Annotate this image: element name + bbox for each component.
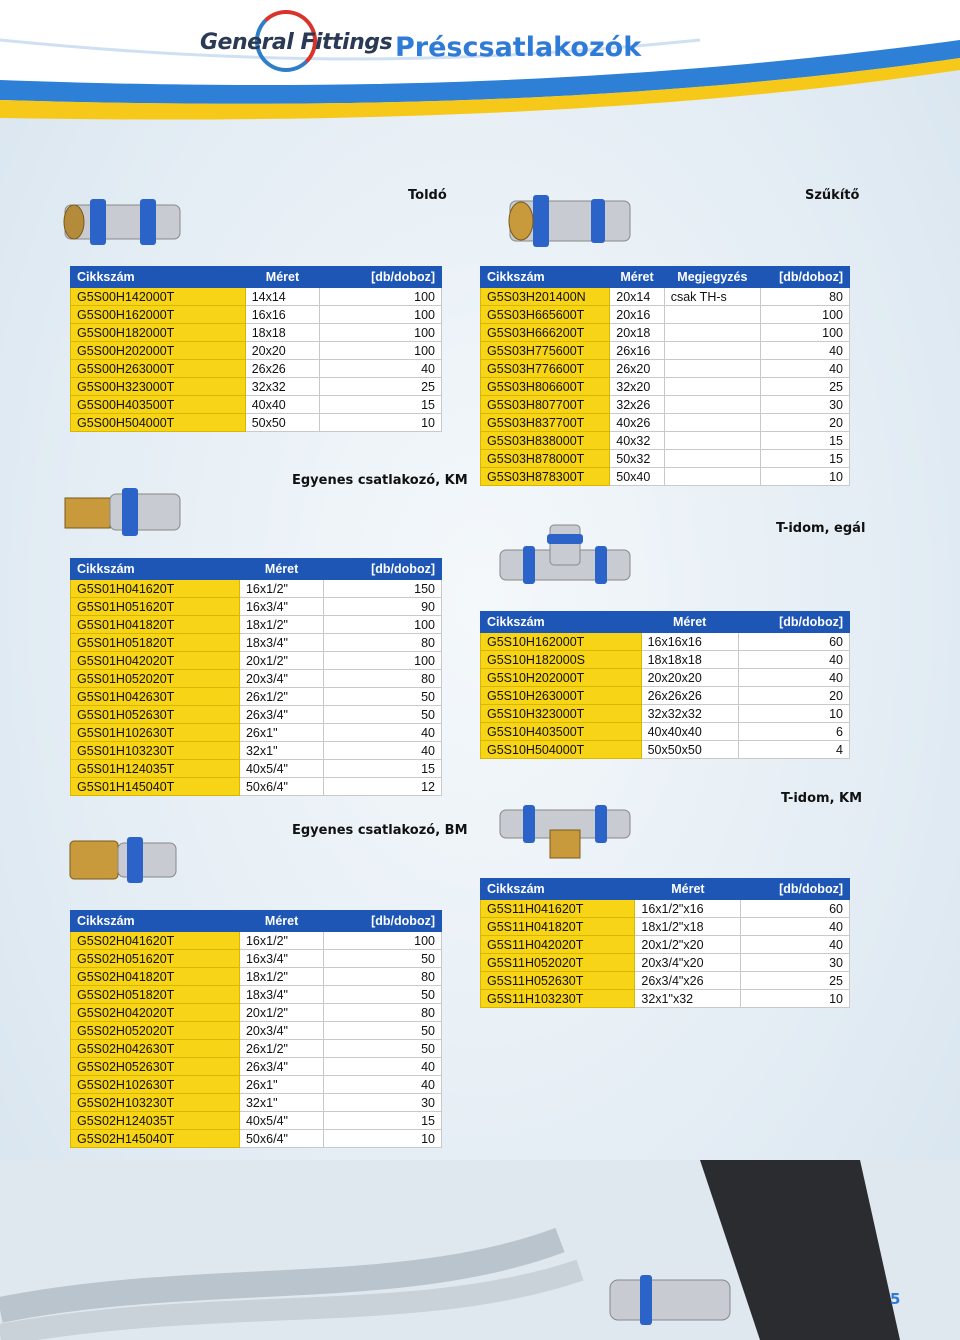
label-t-egal: T-idom, egál xyxy=(776,521,866,536)
size: 32x26 xyxy=(610,396,664,414)
item-code: G5S10H162000T xyxy=(481,633,642,651)
item-code: G5S01H103230T xyxy=(71,742,240,760)
item-code: G5S02H052630T xyxy=(71,1058,240,1076)
table-row xyxy=(481,900,850,918)
table-row xyxy=(71,324,442,342)
table-header-row xyxy=(481,879,850,900)
item-code: G5S01H052020T xyxy=(71,670,240,688)
item-code: G5S10H182000S xyxy=(481,651,642,669)
column-header: Megjegyzés xyxy=(664,267,760,288)
size: 16x3/4" xyxy=(239,598,323,616)
size: 16x1/2" xyxy=(239,580,323,598)
item-code: G5S02H042630T xyxy=(71,1040,240,1058)
table-row xyxy=(481,432,850,450)
size: 40x40 xyxy=(245,396,320,414)
table-row xyxy=(71,1040,442,1058)
item-code: G5S00H403500T xyxy=(71,396,246,414)
qty-per-box: 80 xyxy=(324,670,442,688)
table-row xyxy=(71,670,442,688)
size: 26x1" xyxy=(239,724,323,742)
size: 50x50x50 xyxy=(641,741,738,759)
table-row xyxy=(71,360,442,378)
qty-per-box: 50 xyxy=(324,986,442,1004)
table-row xyxy=(71,652,442,670)
table-row xyxy=(71,378,442,396)
column-header: Cikkszám xyxy=(71,911,240,932)
size: 20x20 xyxy=(245,342,320,360)
qty-per-box: 6 xyxy=(738,723,849,741)
qty-per-box: 150 xyxy=(324,580,442,598)
table-row xyxy=(481,468,850,486)
qty-per-box: 40 xyxy=(761,342,850,360)
table-row xyxy=(71,724,442,742)
column-header: [db/doboz] xyxy=(741,879,850,900)
item-code: G5S02H124035T xyxy=(71,1112,240,1130)
item-code: G5S01H042630T xyxy=(71,688,240,706)
size: 26x1" xyxy=(239,1076,323,1094)
equal-tee-icon xyxy=(495,520,635,600)
item-code: G5S03H837700T xyxy=(481,414,610,432)
qty-per-box: 15 xyxy=(761,450,850,468)
table-row xyxy=(71,1130,442,1148)
size: 20x3/4" xyxy=(239,670,323,688)
qty-per-box: 30 xyxy=(761,396,850,414)
column-header: [db/doboz] xyxy=(320,267,442,288)
size: 20x3/4"x20 xyxy=(635,954,741,972)
table-header-row xyxy=(71,267,442,288)
qty-per-box: 15 xyxy=(320,396,442,414)
qty-per-box: 40 xyxy=(761,360,850,378)
table-row xyxy=(71,342,442,360)
size: 18x1/2" xyxy=(239,616,323,634)
table-row xyxy=(71,1004,442,1022)
table-row xyxy=(71,580,442,598)
item-code: G5S10H263000T xyxy=(481,687,642,705)
size: 20x18 xyxy=(610,324,664,342)
qty-per-box: 50 xyxy=(324,950,442,968)
item-code: G5S03H838000T xyxy=(481,432,610,450)
size: 20x14 xyxy=(610,288,664,306)
table-row xyxy=(71,1094,442,1112)
note xyxy=(664,360,760,378)
qty-per-box: 30 xyxy=(741,954,850,972)
size: 26x1/2" xyxy=(239,1040,323,1058)
note: csak TH-s xyxy=(664,288,760,306)
size: 32x32 xyxy=(245,378,320,396)
column-header: [db/doboz] xyxy=(761,267,850,288)
size: 40x32 xyxy=(610,432,664,450)
table-row xyxy=(71,1076,442,1094)
item-code: G5S03H878300T xyxy=(481,468,610,486)
table-row xyxy=(481,972,850,990)
note xyxy=(664,468,760,486)
item-code: G5S02H102630T xyxy=(71,1076,240,1094)
item-code: G5S11H041820T xyxy=(481,918,635,936)
qty-per-box: 60 xyxy=(741,900,850,918)
label-toldo: Toldó xyxy=(408,188,447,203)
qty-per-box: 100 xyxy=(324,652,442,670)
item-code: G5S01H102630T xyxy=(71,724,240,742)
item-code: G5S02H041620T xyxy=(71,932,240,950)
note xyxy=(664,342,760,360)
table-egyenes-km xyxy=(70,558,442,796)
note xyxy=(664,414,760,432)
qty-per-box: 100 xyxy=(324,932,442,950)
size: 18x18x18 xyxy=(641,651,738,669)
qty-per-box: 40 xyxy=(324,1076,442,1094)
item-code: G5S03H666200T xyxy=(481,324,610,342)
qty-per-box: 10 xyxy=(741,990,850,1008)
table-row xyxy=(71,634,442,652)
qty-per-box: 15 xyxy=(324,760,442,778)
table-toldo xyxy=(70,266,442,432)
size: 20x1/2"x20 xyxy=(635,936,741,954)
item-code: G5S01H124035T xyxy=(71,760,240,778)
qty-per-box: 20 xyxy=(738,687,849,705)
column-header: [db/doboz] xyxy=(324,559,442,580)
size: 18x3/4" xyxy=(239,986,323,1004)
size: 32x1" xyxy=(239,742,323,760)
table-row xyxy=(481,306,850,324)
table-row xyxy=(481,687,850,705)
table-row xyxy=(481,633,850,651)
note xyxy=(664,306,760,324)
table-row xyxy=(481,990,850,1008)
size: 32x32x32 xyxy=(641,705,738,723)
item-code: G5S00H202000T xyxy=(71,342,246,360)
column-header: Méret xyxy=(641,612,738,633)
column-header: Cikkszám xyxy=(71,267,246,288)
table-row xyxy=(481,723,850,741)
label-szukito: Szűkítő xyxy=(805,188,860,203)
item-code: G5S00H504000T xyxy=(71,414,246,432)
qty-per-box: 25 xyxy=(761,378,850,396)
table-row xyxy=(71,932,442,950)
table-row xyxy=(481,936,850,954)
item-code: G5S02H052020T xyxy=(71,1022,240,1040)
size: 16x16x16 xyxy=(641,633,738,651)
size: 26x26x26 xyxy=(641,687,738,705)
qty-per-box: 100 xyxy=(761,324,850,342)
item-code: G5S11H052630T xyxy=(481,972,635,990)
qty-per-box: 40 xyxy=(741,936,850,954)
header-swoosh xyxy=(0,0,960,135)
item-code: G5S03H775600T xyxy=(481,342,610,360)
label-egyenes-bm: Egyenes csatlakozó, BM xyxy=(292,823,468,838)
size: 50x50 xyxy=(245,414,320,432)
table-row xyxy=(71,414,442,432)
table-row xyxy=(71,950,442,968)
reducer-icon xyxy=(505,185,635,255)
size: 50x32 xyxy=(610,450,664,468)
item-code: G5S00H182000T xyxy=(71,324,246,342)
table-row xyxy=(481,396,850,414)
table-row xyxy=(71,688,442,706)
table-row xyxy=(481,414,850,432)
size: 26x20 xyxy=(610,360,664,378)
qty-per-box: 80 xyxy=(761,288,850,306)
coupling-icon xyxy=(60,185,185,255)
item-code: G5S10H202000T xyxy=(481,669,642,687)
size: 40x40x40 xyxy=(641,723,738,741)
column-header: Cikkszám xyxy=(481,879,635,900)
header xyxy=(0,0,960,135)
table-row xyxy=(71,742,442,760)
column-header: Méret xyxy=(245,267,320,288)
qty-per-box: 30 xyxy=(324,1094,442,1112)
table-row xyxy=(481,651,850,669)
table-row xyxy=(481,705,850,723)
qty-per-box: 40 xyxy=(324,724,442,742)
label-egyenes-km: Egyenes csatlakozó, KM xyxy=(292,473,468,488)
table-row xyxy=(481,918,850,936)
qty-per-box: 10 xyxy=(761,468,850,486)
item-code: G5S03H878000T xyxy=(481,450,610,468)
size: 20x1/2" xyxy=(239,652,323,670)
note xyxy=(664,324,760,342)
table-row xyxy=(71,1058,442,1076)
table-row xyxy=(71,1022,442,1040)
table-header-row xyxy=(71,559,442,580)
column-header: Méret xyxy=(239,911,323,932)
size: 20x3/4" xyxy=(239,1022,323,1040)
qty-per-box: 80 xyxy=(324,1004,442,1022)
size: 18x1/2" xyxy=(239,968,323,986)
qty-per-box: 40 xyxy=(738,669,849,687)
table-header-row xyxy=(71,911,442,932)
table-t-egal xyxy=(480,611,850,759)
table-t-km xyxy=(480,878,850,1008)
size: 26x16 xyxy=(610,342,664,360)
table-row xyxy=(71,986,442,1004)
size: 50x6/4" xyxy=(239,778,323,796)
table-header-row xyxy=(481,612,850,633)
qty-per-box: 100 xyxy=(761,306,850,324)
qty-per-box: 80 xyxy=(324,634,442,652)
page-title: Préscsatlakozók xyxy=(395,32,642,63)
item-code: G5S11H041620T xyxy=(481,900,635,918)
column-header: Méret xyxy=(610,267,664,288)
size: 32x1"x32 xyxy=(635,990,741,1008)
table-row xyxy=(481,378,850,396)
item-code: G5S11H042020T xyxy=(481,936,635,954)
qty-per-box: 80 xyxy=(324,968,442,986)
table-row xyxy=(481,342,850,360)
qty-per-box: 90 xyxy=(324,598,442,616)
qty-per-box: 15 xyxy=(324,1112,442,1130)
qty-per-box: 12 xyxy=(324,778,442,796)
qty-per-box: 100 xyxy=(320,306,442,324)
size: 50x6/4" xyxy=(239,1130,323,1148)
qty-per-box: 50 xyxy=(324,1022,442,1040)
table-egyenes-bm xyxy=(70,910,442,1148)
item-code: G5S10H323000T xyxy=(481,705,642,723)
item-code: G5S00H323000T xyxy=(71,378,246,396)
item-code: G5S03H201400N xyxy=(481,288,610,306)
note xyxy=(664,396,760,414)
qty-per-box: 40 xyxy=(324,1058,442,1076)
column-header: Méret xyxy=(239,559,323,580)
table-row xyxy=(71,968,442,986)
item-code: G5S02H051620T xyxy=(71,950,240,968)
size: 20x1/2" xyxy=(239,1004,323,1022)
column-header: Cikkszám xyxy=(71,559,240,580)
item-code: G5S11H103230T xyxy=(481,990,635,1008)
table-row xyxy=(71,760,442,778)
qty-per-box: 60 xyxy=(738,633,849,651)
qty-per-box: 100 xyxy=(320,288,442,306)
table-row xyxy=(481,954,850,972)
male-tee-icon xyxy=(495,785,635,860)
size: 18x18 xyxy=(245,324,320,342)
size: 14x14 xyxy=(245,288,320,306)
size: 50x40 xyxy=(610,468,664,486)
column-header: Cikkszám xyxy=(481,612,642,633)
table-row xyxy=(481,741,850,759)
size: 40x5/4" xyxy=(239,1112,323,1130)
table-row xyxy=(481,669,850,687)
table-row xyxy=(71,306,442,324)
size: 32x20 xyxy=(610,378,664,396)
size: 18x1/2"x18 xyxy=(635,918,741,936)
item-code: G5S01H145040T xyxy=(71,778,240,796)
qty-per-box: 40 xyxy=(324,742,442,760)
item-code: G5S01H041620T xyxy=(71,580,240,598)
item-code: G5S01H052630T xyxy=(71,706,240,724)
note xyxy=(664,432,760,450)
page-number: 5 xyxy=(890,1290,901,1308)
note xyxy=(664,450,760,468)
item-code: G5S00H162000T xyxy=(71,306,246,324)
table-header-row xyxy=(481,267,850,288)
size: 26x1/2" xyxy=(239,688,323,706)
size: 16x1/2" xyxy=(239,932,323,950)
size: 16x16 xyxy=(245,306,320,324)
size: 26x26 xyxy=(245,360,320,378)
size: 40x5/4" xyxy=(239,760,323,778)
size: 20x16 xyxy=(610,306,664,324)
qty-per-box: 4 xyxy=(738,741,849,759)
qty-per-box: 25 xyxy=(741,972,850,990)
item-code: G5S10H403500T xyxy=(481,723,642,741)
item-code: G5S02H042020T xyxy=(71,1004,240,1022)
table-row xyxy=(481,450,850,468)
qty-per-box: 100 xyxy=(324,616,442,634)
table-row xyxy=(71,396,442,414)
item-code: G5S10H504000T xyxy=(481,741,642,759)
qty-per-box: 40 xyxy=(741,918,850,936)
table-row xyxy=(71,598,442,616)
qty-per-box: 50 xyxy=(324,1040,442,1058)
qty-per-box: 100 xyxy=(320,324,442,342)
item-code: G5S02H103230T xyxy=(71,1094,240,1112)
item-code: G5S02H051820T xyxy=(71,986,240,1004)
table-row xyxy=(481,288,850,306)
qty-per-box: 100 xyxy=(320,342,442,360)
item-code: G5S02H145040T xyxy=(71,1130,240,1148)
size: 26x3/4" xyxy=(239,1058,323,1076)
table-row xyxy=(71,616,442,634)
item-code: G5S03H807700T xyxy=(481,396,610,414)
item-code: G5S03H665600T xyxy=(481,306,610,324)
size: 32x1" xyxy=(239,1094,323,1112)
table-row xyxy=(71,706,442,724)
item-code: G5S01H041820T xyxy=(71,616,240,634)
size: 26x3/4"x26 xyxy=(635,972,741,990)
size: 40x26 xyxy=(610,414,664,432)
qty-per-box: 50 xyxy=(324,706,442,724)
table-row xyxy=(71,778,442,796)
size: 26x3/4" xyxy=(239,706,323,724)
size: 16x1/2"x16 xyxy=(635,900,741,918)
item-code: G5S01H051620T xyxy=(71,598,240,616)
male-connector-icon xyxy=(60,478,185,543)
size: 20x20x20 xyxy=(641,669,738,687)
table-row xyxy=(71,1112,442,1130)
table-row xyxy=(481,324,850,342)
note xyxy=(664,378,760,396)
item-code: G5S11H052020T xyxy=(481,954,635,972)
item-code: G5S01H051820T xyxy=(71,634,240,652)
column-header: [db/doboz] xyxy=(324,911,442,932)
column-header: Cikkszám xyxy=(481,267,610,288)
column-header: [db/doboz] xyxy=(738,612,849,633)
bottom-photo xyxy=(0,1160,960,1340)
table-szukito xyxy=(480,266,850,486)
item-code: G5S03H776600T xyxy=(481,360,610,378)
qty-per-box: 10 xyxy=(320,414,442,432)
item-code: G5S03H806600T xyxy=(481,378,610,396)
qty-per-box: 50 xyxy=(324,688,442,706)
size: 18x3/4" xyxy=(239,634,323,652)
item-code: G5S00H263000T xyxy=(71,360,246,378)
qty-per-box: 10 xyxy=(324,1130,442,1148)
qty-per-box: 40 xyxy=(738,651,849,669)
qty-per-box: 20 xyxy=(761,414,850,432)
label-t-km: T-idom, KM xyxy=(781,791,863,806)
brand-logo: General Fittings xyxy=(200,30,393,55)
qty-per-box: 40 xyxy=(320,360,442,378)
qty-per-box: 15 xyxy=(761,432,850,450)
item-code: G5S02H041820T xyxy=(71,968,240,986)
size: 16x3/4" xyxy=(239,950,323,968)
table-row xyxy=(71,288,442,306)
table-row xyxy=(481,360,850,378)
female-connector-icon xyxy=(65,825,180,890)
qty-per-box: 25 xyxy=(320,378,442,396)
item-code: G5S01H042020T xyxy=(71,652,240,670)
column-header: Méret xyxy=(635,879,741,900)
item-code: G5S00H142000T xyxy=(71,288,246,306)
qty-per-box: 10 xyxy=(738,705,849,723)
